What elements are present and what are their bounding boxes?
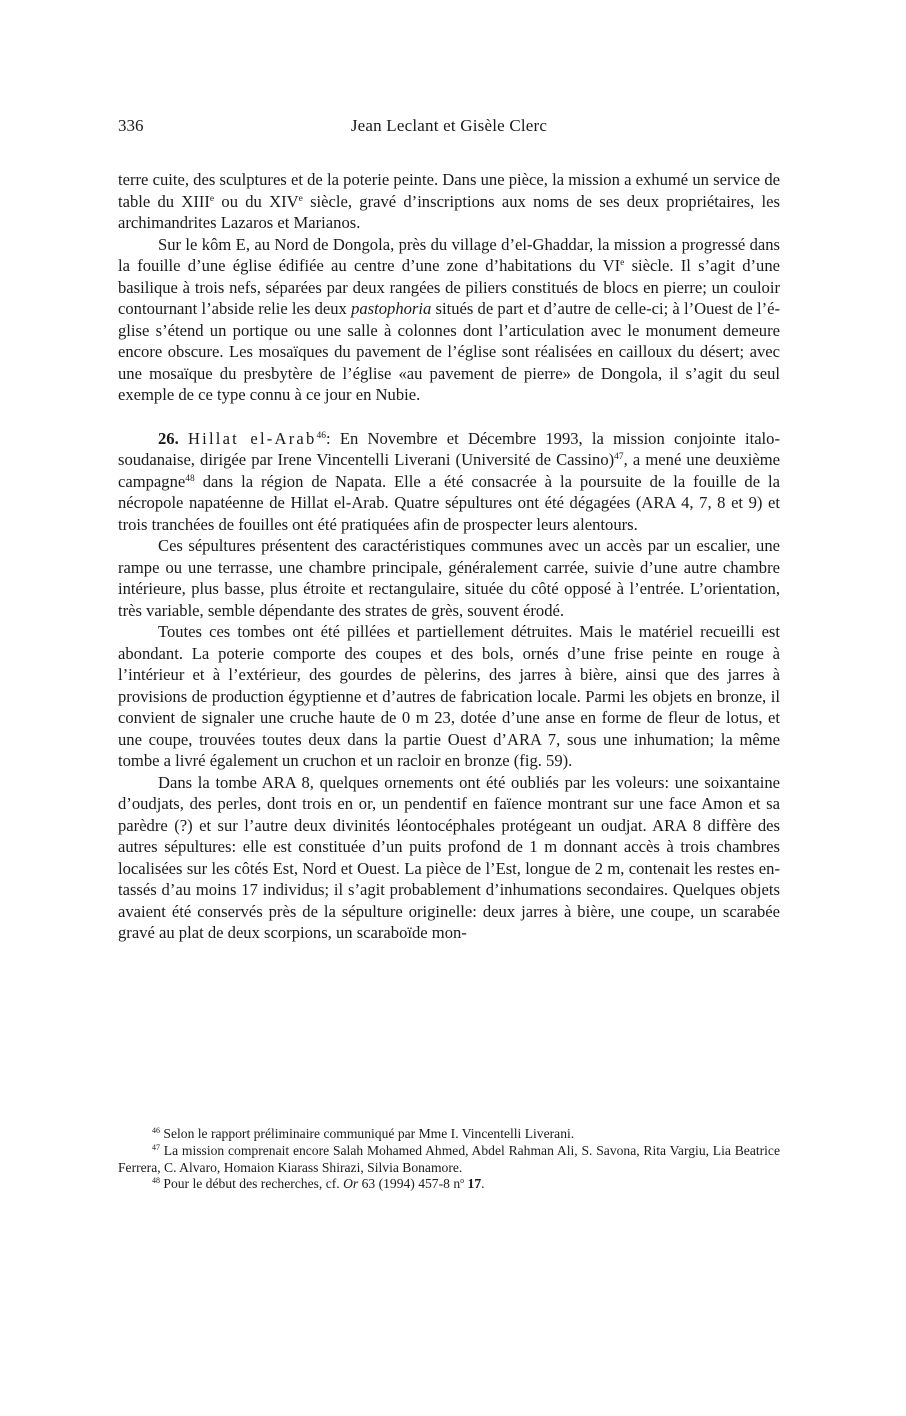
body-text [118,169,780,944]
footnote-ref-48: 48 [185,473,195,484]
footnote-ref-47: 47 [614,452,624,462]
page [118,112,780,944]
section-number: 26. [158,428,179,448]
paragraph-6: Dans la tombe ARA 8, quelques ornements ont été oubliés par les voleurs: une soixantaine d’oudjats, des perles, dont trois en or, un pendentif en faïence montrant sur une face Amon et sa parèdre (?) et sur l’autre deux divinités léontocéphales protégeant un oudjat. ARA 8 diffère des autres sépultures: elle est constituée d’un puits profond de 1 m donnant accès à trois chambres localisées sur les côtés Est, Nord et Ouest. La pièce de l’Est, longue de 2 m, contenait les restes entassés d’au moins 17 individus; il s’agit probablement d’inhumations secondaires. Quelques objets avaient été conservés près de la sépulture originelle: deux jarres à bière, une coupe, un scarabée gravé au plat de deux scorpions, un scaraboïde mon- [118,772,780,942]
footnote-48: $^{48}$ Pour le début des recherches, cf. Or 63 (1994) 457-8 $n^o$ 17. [152,1176,485,1192]
footnote-46: $^{46}$ Selon le rapport préliminaire communiqué par Mme I. Vincentelli Liverani. [152,1126,575,1141]
running-title-authors: Jean Leclant et Gisèle Clerc [350,116,548,135]
page-number: 336 [118,116,144,135]
paragraph-4: Ces sépultures présentent des caractéristiques communes avec un accès par un escalier, une rampe ou une terrasse, une chambre principale, généralement carrée, suivie d’une autre chambre intérieure, plus basse, plus étroite et rectangulaire, située du côté opposé à l’entrée. L’orientation, très variable, semble dépendante des strates de grès, souvent érodé. [118,536,780,620]
running-header [118,112,780,146]
paragraph-2: Sur le kôm E, au Nord de Dongola, près du village d’el-Ghaddar, la mission a progressé dans la fouille d’une église édifiée au centre d’une zone d’habitations du VIe siècle. Il s’agit d’une basilique à trois nefs, séparées par deux rangées de piliers constitués de blocs en pierre; un couloir contournant l’abside relie les deux pastophoria situés de part et d’autre de celle-ci; à l’Ouest de l’église s’étend un portique ou une salle à colonnes dont l’articulation avec le monument demeure encore obscure. Les mosaïques du pavement de l’église sont réalisées en cailloux du désert; avec une mosaïque du presbytère de l’église «au pavement de pierre» de Dongola, il s’agit du seul exemple de ce type connu à ce jour en Nubie. [118,234,780,404]
paragraph-5: Toutes ces tombes ont été pillées et partiellement détruites. Mais le matériel recueilli est abondant. La poterie comporte des coupes et des bols, ornés d’une frise peinte en rouge à l’intérieur et à l’extérieur, des gourdes de pèlerins, des jarres à bière, ainsi que des jarres à provisions de production égyptienne et d’autres de fabrication locale. Parmi les objets en bronze, il convient de signaler une cruche haute de 0 m 23, dotée d’une anse en forme de fleur de lotus, et une coupe, trouvées toutes deux dans la partie Ouest d’ARA 7, sous une inhumation; la même tombe a livré également un cruchon et un racloir en bronze (fig. 59). [118,622,780,770]
footnote-47: $^{47}$ La mission comprenait encore Salah Mohamed Ahmed, Abdel Rahman Ali, S. Savona, Rita Vargiu, Lia Beatrice Ferrera, C. Alvaro, Homaion Kiarass Shirazi, Silvia Bonamore. [118,1142,780,1175]
footnote-ref-46: 46 [316,430,326,441]
section-26-paragraph: 26. Hillat el-Arab$^{46}$: En Novembre et Décembre 1993, la mission conjointe italo-soudanaise, dirigée par Irene Vincentelli Liverani (Université de Cassino)$^{47}$, a mené une deuxième campagne$^{48}$ dans la région de Napata. Elle a été consacrée à la poursuite de la fouille de la nécropole napatéenne de Hillat el-Arab. Quatre sépultures ont été dégagées (ARA 4, 7, 8 et 9) et trois tranchées de fouilles ont été pratiquées afin de prospecter leurs alentours. [118,428,780,534]
paragraph-1: terre cuite, des sculptures et de la poterie peinte. Dans une pièce, la mission a exhumé un service de table du XIIIe ou du XIVe siècle, gravé d’inscriptions aux noms de ses deux propriétaires, les archimandrites Lazaros et Marianos. [118,170,780,232]
site-name: Hillat el-Arab [187,428,317,448]
footnotes [118,1126,780,1193]
